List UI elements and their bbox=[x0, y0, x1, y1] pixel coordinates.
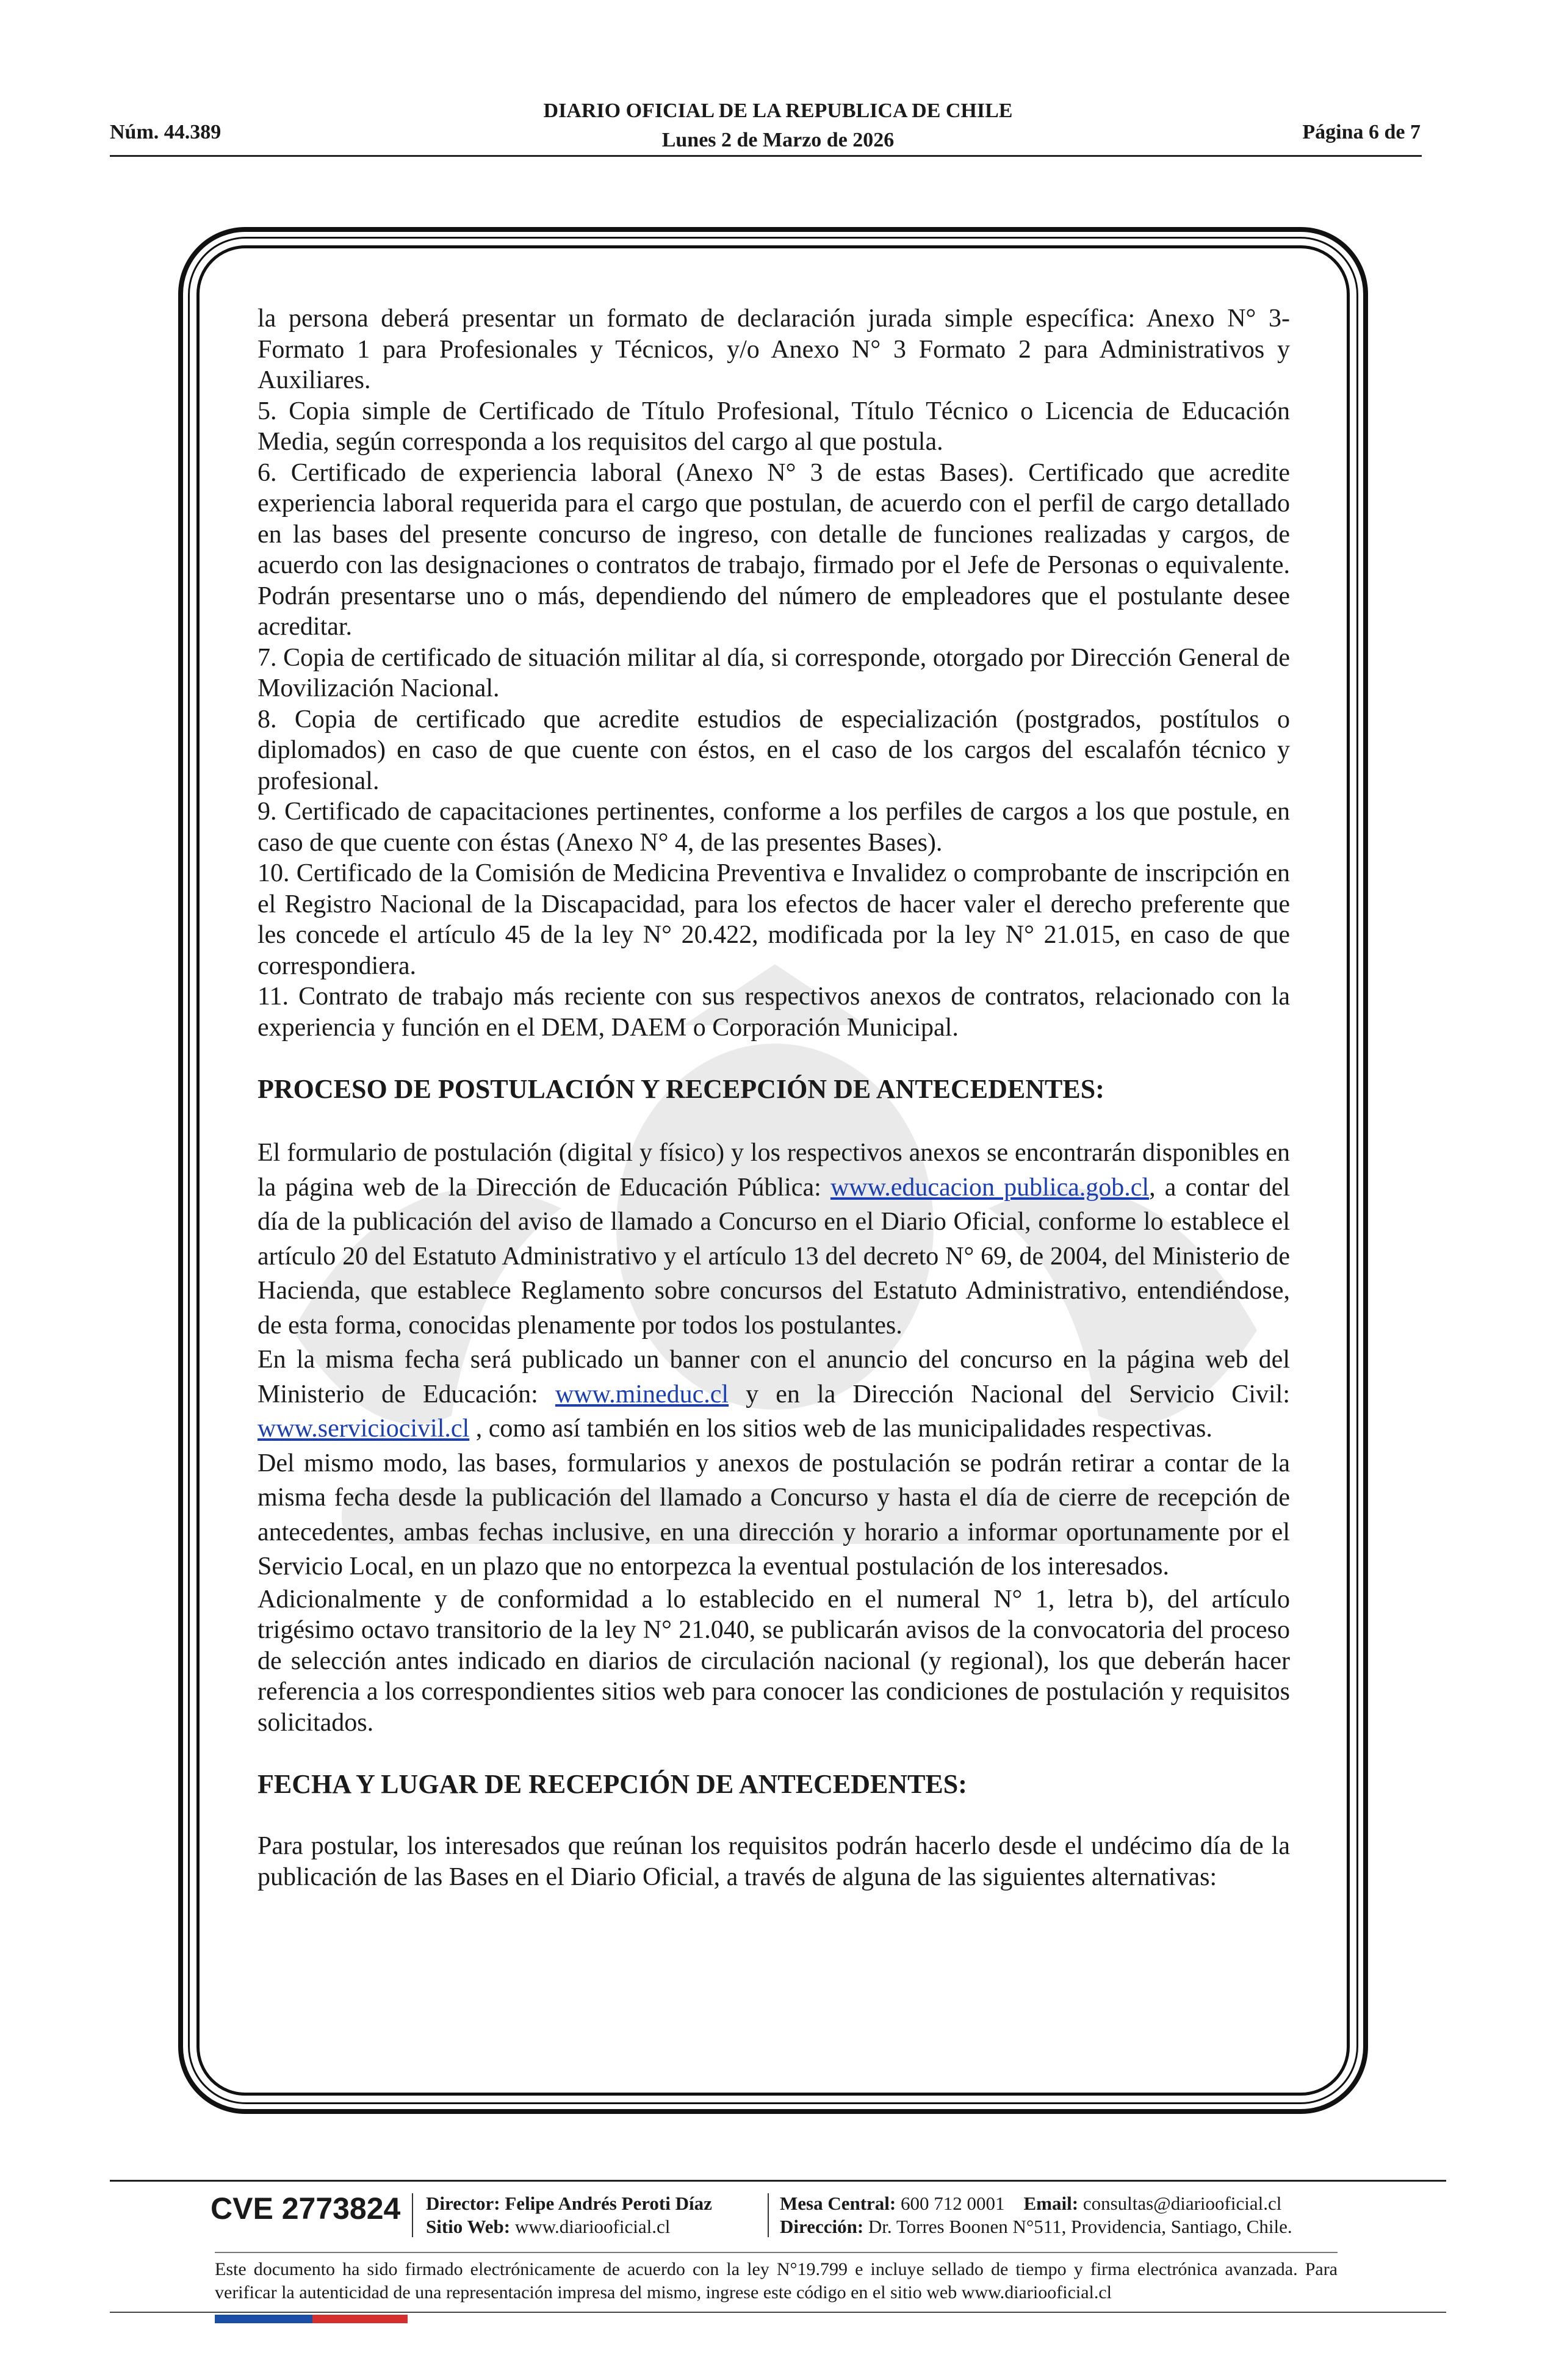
paragraph bbox=[258, 1343, 1290, 1446]
paragraph-text: El formulario de postulación (digital y físico) y los respectivos anexos se encontrarán disponibles en la página web de la Dirección de Educación Pública: bbox=[258, 1139, 1290, 1202]
link-educacionpublica[interactable]: www.educacion publica.gob.cl bbox=[830, 1173, 1150, 1202]
paragraph-text: , a contar del día de la publicación del aviso de llamado a Concurso en el Diario Oficial, conforme lo establece el artículo 20 del Estatuto Administrativo y el artículo 13 del decreto N° 69, de 2004, del Ministerio de Hacienda, que establece Reglamento sobre concursos del Estatuto Administrativo, entendiéndose, de esta forma, conocidas plenamente por todos los postulantes. bbox=[258, 1173, 1291, 1340]
paragraph-text: y en la Dirección Nacional del Servicio Civil: bbox=[729, 1380, 1290, 1408]
footer-director bbox=[426, 2192, 712, 2215]
paragraph: Adicionalmente y de conformidad a lo establecido en el numeral N° 1, letra b), del artículo trigésimo octavo transitorio de la ley N° 21.040, se publicarán avisos de la convocatoria del proceso de selección antes indicado en diarios de circulación nacional (y regional), los que deberán hacer referencia a los correspondientes sitios web para conocer las condiciones de postulación y requisitos solicitados. bbox=[258, 1585, 1290, 1737]
site-url[interactable]: www.diariooficial.cl bbox=[514, 2216, 671, 2237]
footer-separator bbox=[412, 2193, 413, 2237]
link-mineduc[interactable]: www.mineduc.cl bbox=[555, 1380, 729, 1408]
footer-divider bbox=[110, 2180, 1446, 2182]
section-heading: PROCESO DE POSTULACIÓN Y RECEPCIÓN DE ANTECEDENTES: bbox=[258, 1074, 1104, 1104]
publication-title: DIARIO OFICIAL DE LA REPUBLICA DE CHILE bbox=[543, 99, 1013, 122]
document-body bbox=[258, 303, 1290, 1892]
footer-divider bbox=[110, 2312, 1446, 2313]
footer-separator bbox=[768, 2193, 769, 2237]
director-name: Felipe Andrés Peroti Díaz bbox=[505, 2193, 712, 2214]
list-item: 6. Certificado de experiencia laboral (Anexo N° 3 de estas Bases). Certificado que acredite experiencia laboral requerida para el cargo que postulan, de acuerdo con el perfil de cargo detallado en las bases del presente concurso de ingreso, con detalle de funciones realizadas y cargos, de acuerdo con las designaciones o contratos de trabajo, firmado por el Jefe de Personas o equivalente. Podrán presentarse uno o más, dependiendo del número de empleadores que el postulante desee acreditar. bbox=[258, 458, 1290, 641]
paragraph-text: En la misma fecha será publicado un banner con el anuncio del concurso en la página web del Ministerio de Educación: bbox=[258, 1346, 1290, 1408]
header-divider bbox=[110, 155, 1422, 157]
email-label: Email: bbox=[1023, 2193, 1079, 2214]
issue-date: Lunes 2 de Marzo de 2026 bbox=[661, 129, 895, 151]
mesa-label: Mesa Central: bbox=[780, 2193, 896, 2214]
paragraph-text: , como así también en los sitios web de las municipalidades respectivas. bbox=[469, 1415, 1212, 1443]
page-indicator: Página 6 de 7 bbox=[1302, 121, 1421, 143]
footer-address bbox=[780, 2215, 1292, 2238]
address-text: Dr. Torres Boonen N°511, Providencia, Santiago, Chile. bbox=[868, 2216, 1292, 2237]
address-label: Dirección: bbox=[780, 2216, 864, 2237]
director-label: Director: bbox=[426, 2193, 500, 2214]
site-label: Sitio Web: bbox=[426, 2216, 511, 2237]
email-address[interactable]: consultas@diariooficial.cl bbox=[1082, 2193, 1282, 2214]
list-item: 9. Certificado de capacitaciones pertinentes, conforme a los perfiles de cargos a los que postule, en caso de que cuente con éstas (Anexo N° 4, de las presentes Bases). bbox=[258, 798, 1290, 857]
list-item: 10. Certificado de la Comisión de Medicina Preventiva e Invalidez o comprobante de inscripción en el Registro Nacional de la Discapacidad, para los efectos de hacer valer el derecho preferente que les concede el artículo 45 de la ley N° 20.422, modificada por la ley N° 21.015, en caso de que correspondiera. bbox=[258, 859, 1290, 980]
list-item: 5. Copia simple de Certificado de Título Profesional, Título Técnico o Licencia de Educación Media, según corresponda a los requisitos del cargo al que postula. bbox=[258, 397, 1290, 456]
paragraph: Del mismo modo, las bases, formularios y anexos de postulación se podrán retirar a contar de la misma fecha desde la publicación del llamado a Concurso y hasta el día de cierre de recepción de antecedentes, ambas fechas inclusive, en una dirección y horario a informar oportunamente por el Servicio Local, en un plazo que no entorpezca la eventual postulación de los interesados. bbox=[258, 1449, 1290, 1581]
section-heading: FECHA Y LUGAR DE RECEPCIÓN DE ANTECEDENTES: bbox=[258, 1769, 967, 1799]
section-postulacion bbox=[258, 1136, 1290, 1584]
flag-stripe-red bbox=[312, 2315, 408, 2323]
cve-code: CVE 2773824 bbox=[211, 2191, 401, 2226]
link-serviciocivil[interactable]: www.serviciocivil.cl bbox=[258, 1415, 470, 1443]
paragraph bbox=[258, 1136, 1290, 1343]
footer-divider bbox=[215, 2252, 1338, 2253]
footer-contact bbox=[780, 2192, 1281, 2215]
mesa-number: 600 712 0001 bbox=[901, 2193, 1005, 2214]
list-item: 7. Copia de certificado de situación militar al día, si corresponde, otorgado por Dirección General de Movilización Nacional. bbox=[258, 643, 1290, 702]
list-item: la persona deberá presentar un formato de declaración jurada simple específica: Anexo N° 3-Formato 1 para Profesionales y Técnicos, y/o Anexo N° 3 Formato 2 para Administrativos y Auxiliares. bbox=[258, 305, 1290, 394]
footer-site bbox=[426, 2215, 670, 2238]
paragraph: Para postular, los interesados que reúnan los requisitos podrán hacerlo desde el undécimo día de la publicación de las Bases en el Diario Oficial, a través de alguna de las siguientes alternativas: bbox=[258, 1832, 1290, 1891]
issue-number: Núm. 44.389 bbox=[110, 121, 222, 143]
flag-stripe-blue bbox=[215, 2315, 312, 2323]
legal-notice: Este documento ha sido firmado electrónicamente de acuerdo con la ley N°19.799 e incluye sellado de tiempo y firma electrónica avanzada. Para verificar la autenticidad de una representación impresa del mismo, ingrese este código en el sitio web www.diariooficial.cl bbox=[215, 2259, 1338, 2302]
list-item: 8. Copia de certificado que acredite estudios de especialización (postgrados, postítulos o diplomados) en caso de que cuente con éstos, en el caso de los cargos del escalafón técnico y profesional. bbox=[258, 705, 1290, 795]
list-item: 11. Contrato de trabajo más reciente con sus respectivos anexos de contratos, relacionado con la experiencia y función en el DEM, DAEM o Corporación Municipal. bbox=[258, 983, 1290, 1042]
